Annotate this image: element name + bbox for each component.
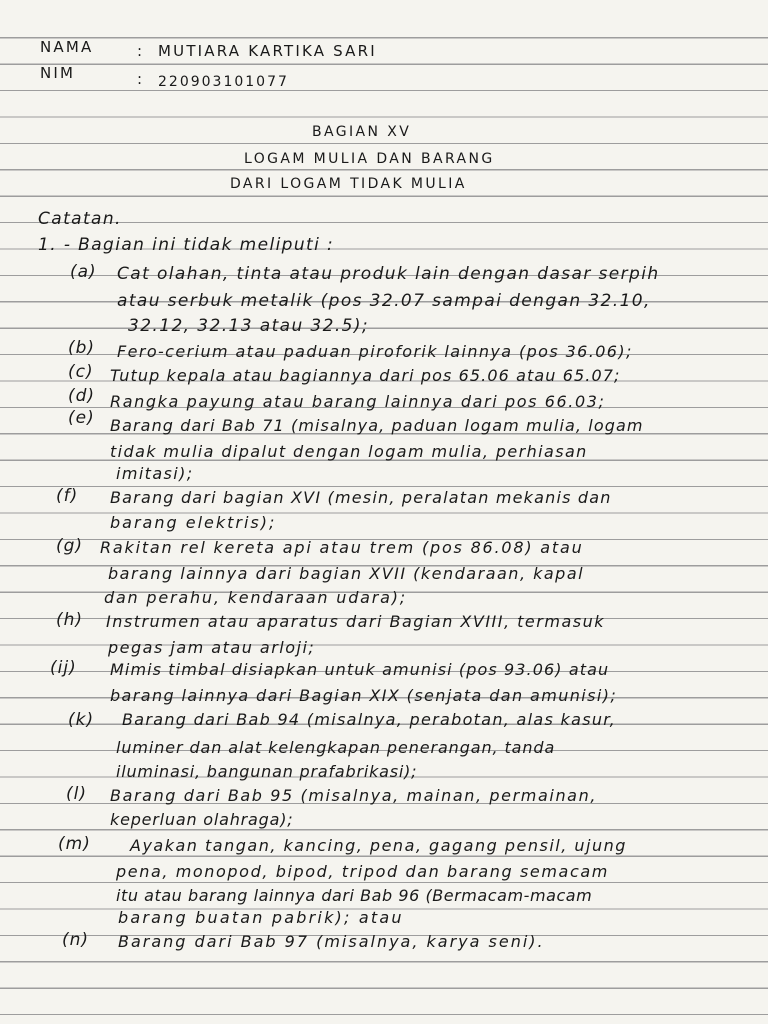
item-d-line-1: Rangka payung atau barang lainnya dari pos 66.03; — [110, 392, 606, 411]
item-e-line-2: tidak mulia dipalut dengan logam mulia, perhiasan — [110, 442, 588, 461]
item-label-m: (m) — [58, 834, 91, 854]
item-a-line-3: 32.12, 32.13 atau 32.5); — [128, 316, 370, 336]
item-c-line-1: Tutup kepala atau bagiannya dari pos 65.06 atau 65.07; — [110, 366, 621, 385]
item-ij-line-1: Mimis timbal disiapkan untuk amunisi (pos 93.06) atau — [110, 660, 610, 679]
intro-line: 1. - Bagian ini tidak meliputi : — [38, 235, 335, 255]
item-n-line-1: Barang dari Bab 97 (misalnya, karya seni). — [118, 932, 545, 951]
nama-value: MUTIARA KARTIKA SARI — [158, 42, 377, 60]
item-m-line-4: barang buatan pabrik); atau — [118, 908, 404, 927]
item-label-ij: (ij) — [50, 658, 77, 678]
item-l-line-1: Barang dari Bab 95 (misalnya, mainan, permainan, — [110, 786, 598, 805]
item-label-d: (d) — [68, 386, 96, 406]
item-label-c: (c) — [68, 362, 94, 382]
item-label-n: (n) — [62, 930, 90, 950]
item-label-e: (e) — [68, 408, 95, 428]
item-l-line-2: keperluan olahraga); — [110, 810, 294, 829]
item-h-line-1: Instrumen atau aparatus dari Bagian XVIII, termasuk — [106, 612, 605, 631]
item-f-line-2: barang elektris); — [110, 513, 277, 532]
title-line-3: DARI LOGAM TIDAK MULIA — [230, 176, 467, 192]
item-ij-line-2: barang lainnya dari Bagian XIX (senjata dan amunisi); — [110, 686, 618, 705]
item-e-line-3: imitasi); — [116, 464, 194, 483]
item-m-line-2: pena, monopod, bipod, tripod dan barang semacam — [116, 862, 609, 881]
catatan-heading: Catatan. — [38, 209, 122, 229]
nama-label: NAMA — [40, 38, 94, 56]
item-label-b: (b) — [68, 338, 96, 358]
item-label-h: (h) — [56, 610, 84, 630]
item-b-line-1: Fero-cerium atau paduan piroforik lainnya (pos 36.06); — [117, 342, 633, 361]
title-line-2: LOGAM MULIA DAN BARANG — [244, 151, 495, 167]
nim-separator: : — [137, 70, 145, 88]
item-k-line-2: luminer dan alat kelengkapan penerangan, tanda — [116, 738, 556, 757]
item-g-line-3: dan perahu, kendaraan udara); — [104, 588, 407, 607]
item-g-line-1: Rakitan rel kereta api atau trem (pos 86.08) atau — [100, 538, 584, 557]
item-k-line-3: iluminasi, bangunan prafabrikasi); — [116, 762, 418, 781]
item-label-k: (k) — [68, 710, 95, 730]
item-label-a: (a) — [70, 262, 97, 282]
item-h-line-2: pegas jam atau arloji; — [108, 638, 316, 657]
item-label-g: (g) — [56, 536, 84, 556]
item-k-line-1: Barang dari Bab 94 (misalnya, perabotan, alas kasur, — [122, 710, 617, 729]
item-m-line-1: Ayakan tangan, kancing, pena, gagang pensil, ujung — [130, 836, 627, 855]
nim-value: 220903101077 — [158, 74, 289, 90]
item-a-line-2: atau serbuk metalik (pos 32.07 sampai dengan 32.10, — [117, 291, 651, 311]
item-a-line-1: Cat olahan, tinta atau produk lain dengan dasar serpih — [117, 264, 660, 284]
item-label-l: (l) — [66, 784, 87, 804]
item-label-f: (f) — [56, 486, 79, 506]
item-f-line-1: Barang dari bagian XVI (mesin, peralatan mekanis dan — [110, 488, 612, 507]
item-e-line-1: Barang dari Bab 71 (misalnya, paduan logam mulia, logam — [110, 416, 644, 435]
nim-label: NIM — [40, 64, 76, 82]
item-m-line-3: itu atau barang lainnya dari Bab 96 (Bermacam-macam — [116, 886, 593, 905]
item-g-line-2: barang lainnya dari bagian XVII (kendaraan, kapal — [108, 564, 585, 583]
nama-separator: : — [137, 42, 145, 60]
title-line-1: BAGIAN XV — [312, 124, 412, 140]
